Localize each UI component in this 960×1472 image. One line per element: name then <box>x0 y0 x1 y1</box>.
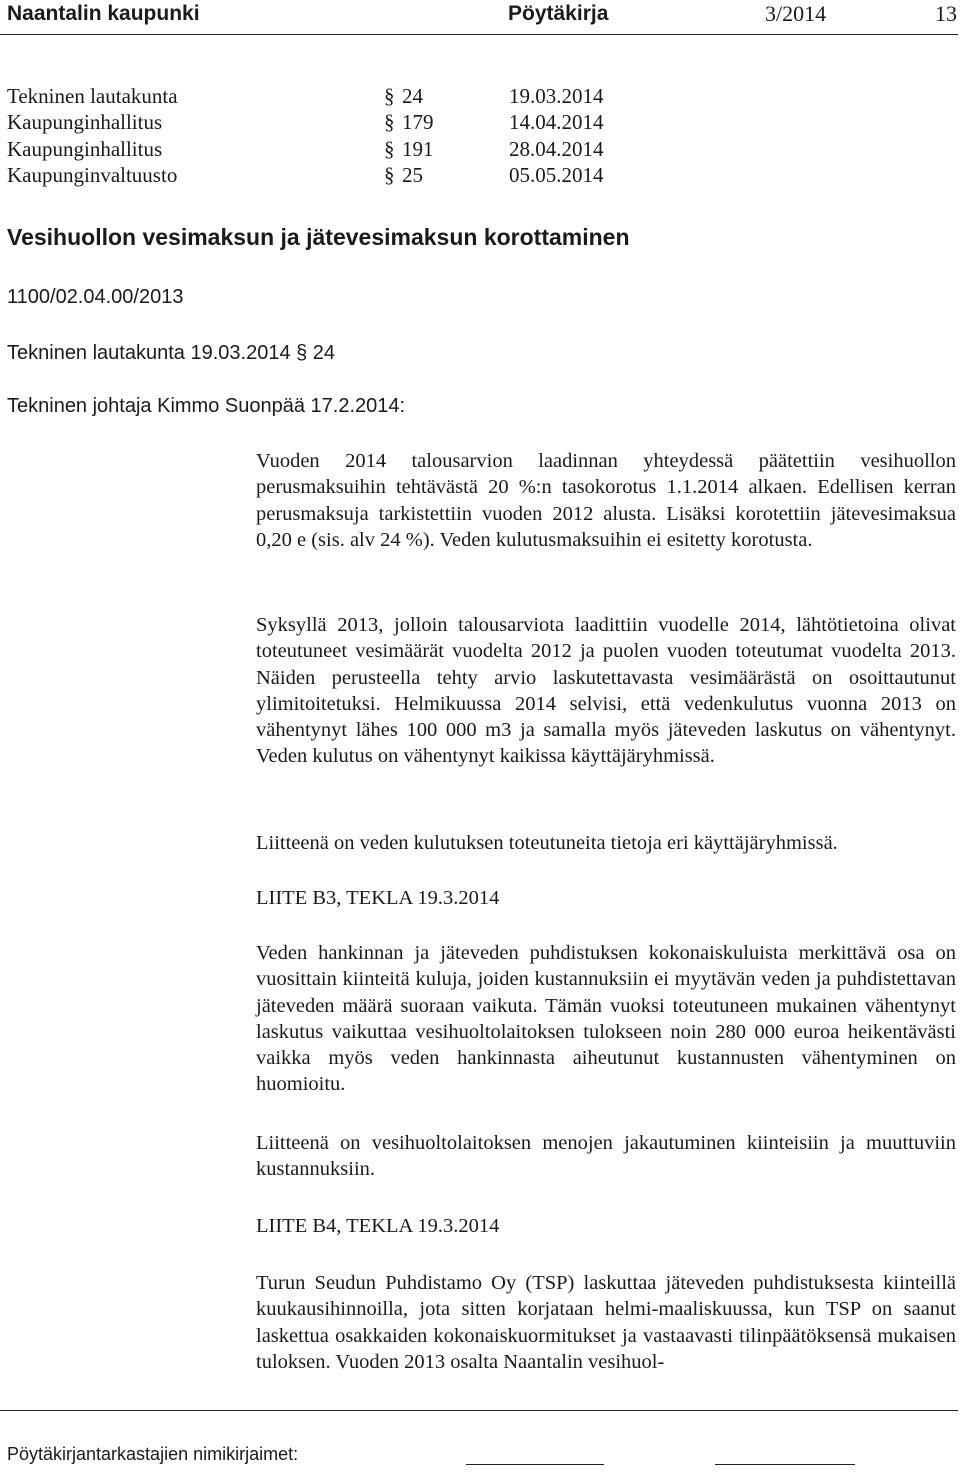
attachment-ref-b4: LIITE B4, TEKLA 19.3.2014 <box>256 1215 500 1237</box>
handling-number: 191 <box>402 137 434 161</box>
handling-number: 179 <box>402 110 434 134</box>
initials-line-1 <box>466 1464 604 1465</box>
handling-body: Tekninen lautakunta <box>7 84 178 108</box>
handling-body: Kaupunginhallitus <box>7 110 163 134</box>
paragraph-2: Syksyllä 2013, jolloin talousarviota laadittiin vuodelle 2014, lähtötietoina olivat toteutuneet vesimäärät vuodelta 2012 ja puolen vuoden toteutumat vuodelta 2013. Näiden perusteella tehty arvio laskutettavasta vesimäärästä on osoittautunut ylimitoitetuksi. Helmikuussa 2014 selvisi, että vedenkulutus vuonna 2013 on vähentynyt lähes 100 000 m3 ja samalla myös jäteveden laskutus on vähentynyt. Veden kulutus on vähentynyt kaikissa käyttäjäryhmissä. <box>256 614 956 768</box>
paragraph-6: Turun Seudun Puhdistamo Oy (TSP) laskuttaa jäteveden puhdistuksesta kiinteillä kuukausihinnoilla, jota sitten korjataan helmi-maaliskuussa, kun TSP on saanut laskettua osakkaiden kokonaiskuormitukset ja vastaavasti tilinpäätöksensä mukaisen tuloksen. Vuoden 2013 osalta Naantalin vesihuol- <box>256 1272 956 1373</box>
section-sign: § <box>384 137 395 161</box>
initials-line-2 <box>715 1464 855 1465</box>
footer-rule <box>0 1410 958 1411</box>
proposer-line: Tekninen johtaja Kimmo Suonpää 17.2.2014: <box>7 395 406 417</box>
handling-number: 25 <box>402 163 423 187</box>
paragraph-4: Veden hankinnan ja jäteveden puhdistuksen kokonaiskuluista merkittävä osa on vuosittain kiinteitä kuluja, joiden kustannuksiin ei myytävän veden ja puhdistettavan jäteveden määrä suoraan vaikuta. Tämän vuoksi toteutuneen mukainen vähentynyt laskutus vaikuttaa vesihuoltolaitoksen tulokseen noin 280 000 euroa heikentävästi vaikka myös veden hankinnasta aiheutunut kustannusten vähentyminen on huomioitu. <box>256 942 956 1096</box>
document-title: Vesihuollon vesimaksun ja jätevesimaksun korottaminen <box>7 224 630 250</box>
document-type: Pöytäkirja <box>508 2 609 25</box>
handling-date: 28.04.2014 <box>509 137 604 161</box>
paragraph-5: Liitteenä on vesihuoltolaitoksen menojen jakautuminen kiinteisiin ja muuttuviin kustannuksiin. <box>256 1132 956 1181</box>
reference-number: 1100/02.04.00/2013 <box>7 286 184 308</box>
header-rule <box>0 34 958 35</box>
handling-date: 19.03.2014 <box>509 84 604 108</box>
org-name: Naantalin kaupunki <box>7 2 200 25</box>
footer-label: Pöytäkirjantarkastajien nimikirjaimet: <box>7 1444 299 1464</box>
section-sign: § <box>384 84 395 108</box>
handling-number: 24 <box>402 84 423 108</box>
paragraph-3: Liitteenä on veden kulutuksen toteutuneita tietoja eri käyttäjäryhmissä. <box>256 832 838 854</box>
paragraph-1: Vuoden 2014 talousarvion laadinnan yhteydessä päätettiin vesihuollon perusmaksuihin tehtävästä 20 %:n tasokorotus 1.1.2014 alkaen. Edellisen kerran perusmaksuja tarkistettiin vuoden 2012 alusta. Lisäksi korotettiin jätevesimaksua 0,20 e (sis. alv 24 %). Veden kulutusmaksuihin ei esitetty korotusta. <box>256 450 956 551</box>
handling-date: 05.05.2014 <box>509 163 604 187</box>
page-number: 13 <box>935 1 957 26</box>
handling-body: Kaupunginhallitus <box>7 137 163 161</box>
attachment-ref-b3: LIITE B3, TEKLA 19.3.2014 <box>256 887 500 909</box>
handling-body: Kaupunginvaltuusto <box>7 163 178 187</box>
handling-date: 14.04.2014 <box>509 110 604 134</box>
section-sign: § <box>384 110 395 134</box>
issue-number: 3/2014 <box>765 1 827 26</box>
section-sign: § <box>384 163 395 187</box>
meeting-line: Tekninen lautakunta 19.03.2014 § 24 <box>7 342 336 364</box>
